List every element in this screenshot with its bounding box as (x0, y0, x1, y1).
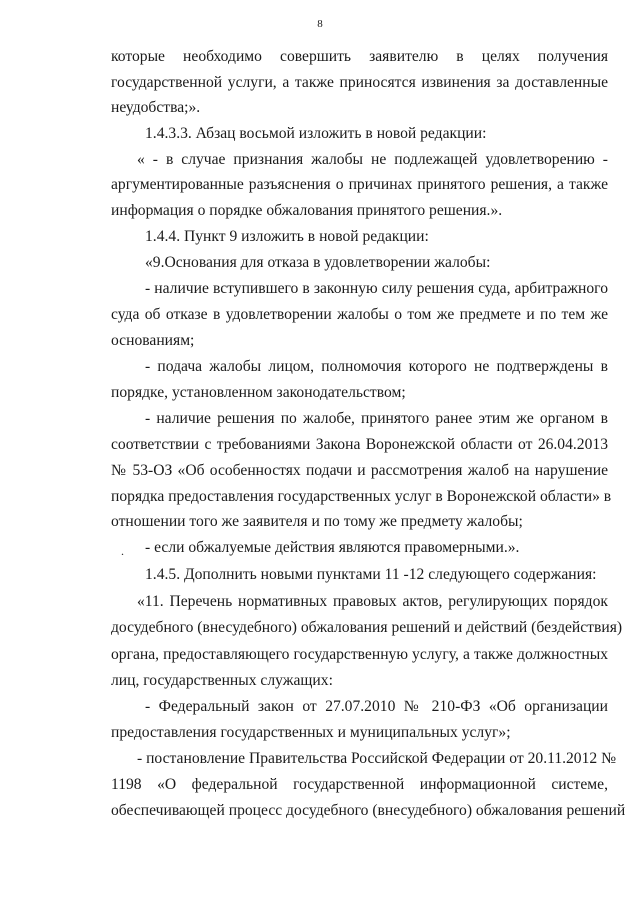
text-line-15: - наличие решения по жалобе, принятого ранее этим же органом в (145, 410, 608, 427)
text-line-9: «9.Основания для отказа в удовлетворении жалобы: (145, 254, 491, 271)
text-line-30: обеспечивающей процесс досудебного (внесудебного) обжалования решений (111, 802, 626, 819)
text-line-10: - наличие вступившего в законную силу решения суда, арбитражного (145, 280, 608, 297)
text-line-13: - подача жалобы лицом, полномочия которого не подтверждены в (145, 358, 608, 375)
page-number: 8 (317, 18, 323, 30)
text-line-26: - Федеральный закон от 27.07.2010 № 210-ФЗ «Об организации (145, 698, 608, 715)
text-line-4: 1.4.3.3. Абзац восьмой изложить в новой редакции: (145, 125, 487, 142)
text-line-18: порядка предоставления государственных услуг в Воронежской области» в (111, 488, 612, 505)
text-line-23: досудебного (внесудебного) обжалования решений и действий (бездействия) (111, 619, 623, 636)
text-line-25: лиц, государственных служащих: (111, 672, 333, 689)
text-line-24: органа, предоставляющего государственную услугу, а также должностных (111, 646, 608, 663)
text-line-12: основаниям; (111, 332, 195, 349)
text-line-14: порядке, установленном законодательством; (111, 384, 406, 401)
text-line-11: суда об отказе в удовлетворении жалобы о том же предмете и по тем же (111, 306, 608, 323)
text-line-5: « - в случае признания жалобы не подлежащей удовлетворению - (137, 151, 608, 168)
text-line-19: отношении того же заявителя и по тому же предмету жалобы; (111, 513, 523, 530)
text-line-16: соответствии с требованиями Закона Воронежской области от 26.04.2013 (111, 436, 608, 453)
text-line-28: - постановление Правительства Российской Федерации от 20.11.2012 № (137, 750, 616, 767)
text-line-29: 1198 «О федеральной государственной информационной системе, (111, 776, 608, 793)
text-line-6: аргументированные разъяснения о причинах принятого решения, а также (111, 176, 608, 193)
text-line-22: «11. Перечень нормативных правовых актов, регулирующих порядок (137, 593, 608, 610)
text-line-20: - если обжалуемые действия являются правомерными.». (145, 539, 520, 556)
text-line-3: неудобства;». (111, 99, 201, 116)
text-line-2: государственной услуги, а также приносятся извинения за доставленные (111, 74, 608, 91)
text-line-27: предоставления государственных и муниципальных услуг»; (111, 724, 511, 741)
text-line-1: которые необходимо совершить заявителю в целях получения (111, 48, 608, 65)
text-line-8: 1.4.4. Пункт 9 изложить в новой редакции: (145, 228, 429, 245)
text-line-7: информация о порядке обжалования принятого решения.». (111, 202, 503, 219)
text-line-21: 1.4.5. Дополнить новыми пунктами 11 -12 следующего содержания: (145, 566, 597, 583)
stray-mark: . (121, 544, 124, 558)
text-line-17: № 53-ОЗ «Об особенностях подачи и рассмотрения жалоб на нарушение (111, 462, 608, 479)
